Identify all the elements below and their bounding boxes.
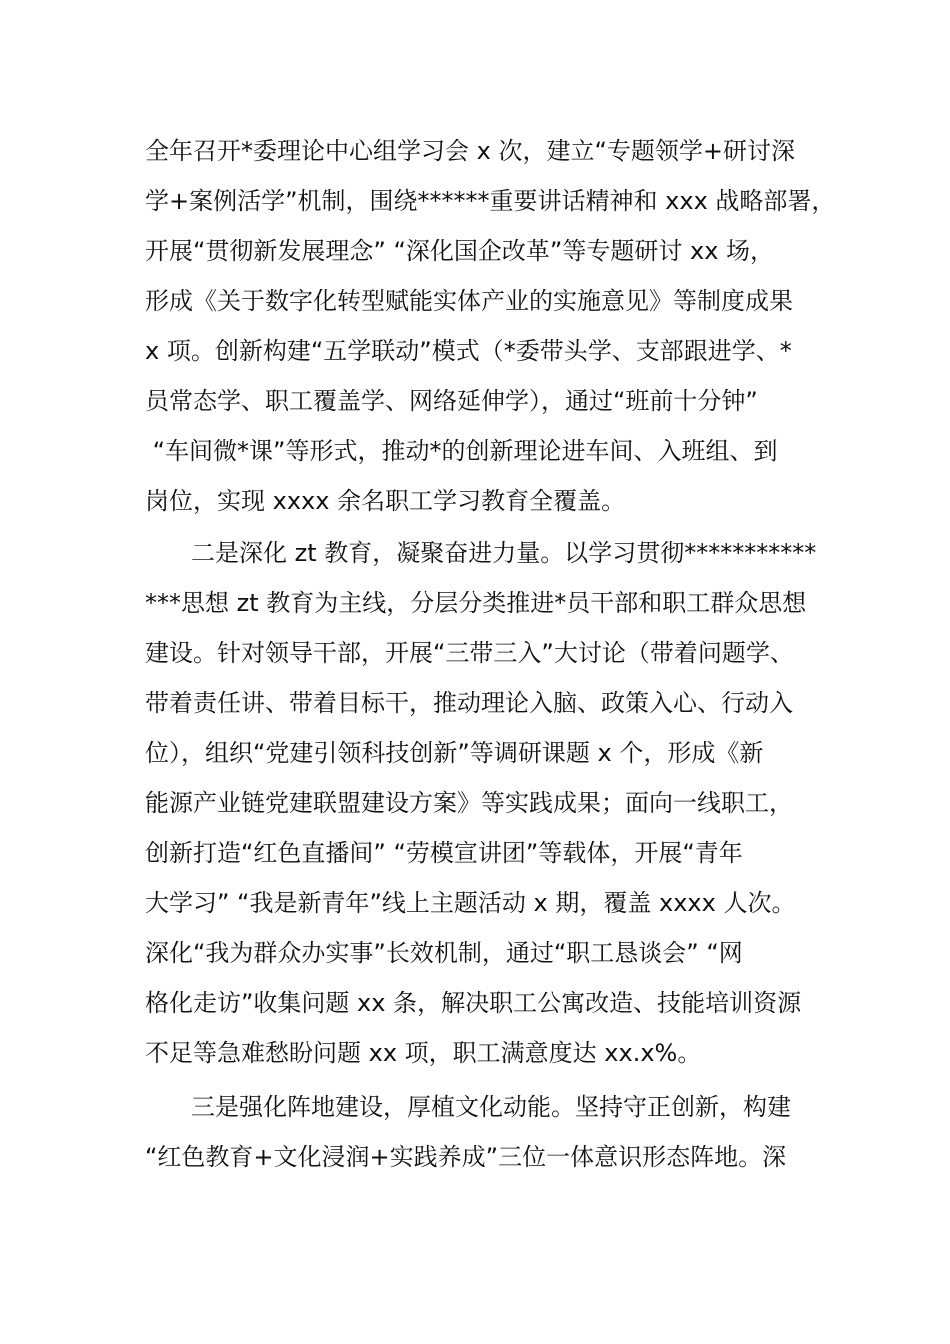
text-line: “车间微*课”等形式，推动*的创新理论进车间、入班组、到 bbox=[145, 437, 778, 465]
text-line: ***思想 zt 教育为主线，分层分类推进*员干部和职工群众思想 bbox=[145, 589, 807, 617]
text-line: “红色教育+文化浸润+实践养成”三位一体意识形态阵地。深 bbox=[145, 1143, 787, 1171]
text-line: 创新打造“红色直播间” “劳模宣讲团”等载体，开展“青年 bbox=[145, 839, 743, 867]
text-line: 带着责任讲、带着目标干，推动理论入脑、政策入心、行动入 bbox=[145, 689, 793, 717]
text-line: 学+案例活学”机制，围绕******重要讲话精神和 xxx 战略部署， bbox=[145, 187, 836, 215]
text-line: 岗位，实现 xxxx 余名职工学习教育全覆盖。 bbox=[145, 487, 626, 515]
text-line: 全年召开*委理论中心组学习会 x 次，建立“专题领学+研讨深 bbox=[145, 137, 796, 165]
text-line: x 项。创新构建“五学联动”模式（*委带头学、支部跟进学、* bbox=[145, 337, 792, 365]
text-line: 大学习” “我是新青年”线上主题活动 x 期，覆盖 xxxx 人次。 bbox=[145, 889, 796, 917]
text-line: 位），组织“党建引领科技创新”等调研课题 x 个，形成《新 bbox=[145, 739, 764, 767]
text-line: 形成《关于数字化转型赋能实体产业的实施意见》等制度成果 bbox=[145, 287, 793, 315]
text-line: 深化“我为群众办实事”长效机制，通过“职工恳谈会” “网 bbox=[145, 939, 743, 967]
text-line: 开展“贯彻新发展理念” “深化国企改革”等专题研讨 xx 场， bbox=[145, 237, 775, 265]
text-line: 不足等急难愁盼问题 xx 项，职工满意度达 xx.x%。 bbox=[145, 1039, 702, 1067]
text-line: 建设。针对领导干部，开展“三带三入”大讨论（带着问题学、 bbox=[145, 639, 794, 667]
text-line: 员常态学、职工覆盖学、网络延伸学），通过“班前十分钟” bbox=[145, 387, 758, 415]
text-line: 二是深化 zt 教育，凝聚奋进力量。以学习贯彻*********** bbox=[191, 539, 817, 567]
text-line: 能源产业链党建联盟建设方案》等实践成果；面向一线职工， bbox=[145, 789, 793, 817]
text-line: 格化走访”收集问题 xx 条，解决职工公寓改造、技能培训资源 bbox=[145, 989, 802, 1017]
text-line: 三是强化阵地建设，厚植文化动能。坚持守正创新，构建 bbox=[191, 1093, 791, 1121]
